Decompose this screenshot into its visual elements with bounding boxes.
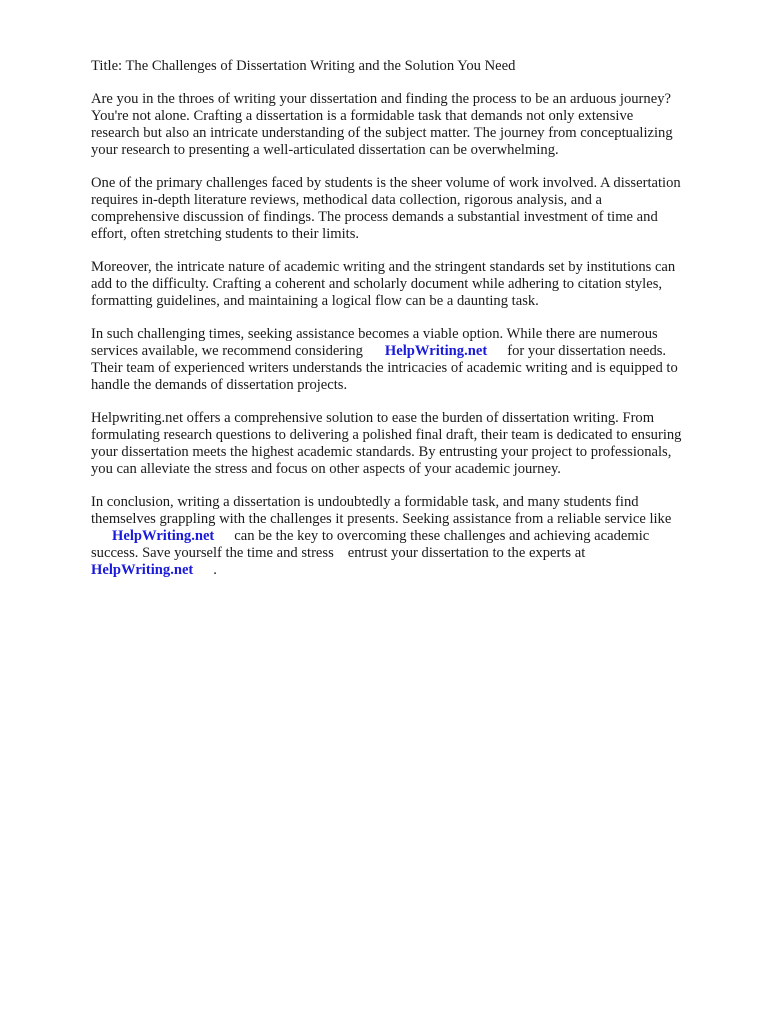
text-fragment: entrust your dissertation to the experts at [347, 545, 586, 561]
text-line: Their team of experienced writers understands the intricacies of academic writing and is equipped to [91, 360, 678, 376]
text-fragment: for your dissertation needs. [507, 343, 667, 359]
paragraph-recommendation [91, 326, 731, 394]
text-line: themselves grappling with the challenges it presents. Seeking assistance from a reliable service like [91, 511, 672, 527]
helpwriting-link[interactable]: HelpWriting.net [384, 343, 488, 359]
text-line: your research to presenting a well-articulated dissertation can be overwhelming. [91, 142, 559, 158]
text-fragment: can be the key to overcoming these challenges and achieving academic [234, 528, 650, 544]
text-line: add to the difficulty. Crafting a coherent and scholarly document while adhering to citation styles, [91, 276, 663, 292]
paragraph-academic-writing [91, 259, 731, 310]
paragraph-challenges [91, 175, 731, 243]
document-title: Title: The Challenges of Dissertation Writing and the Solution You Need [91, 58, 516, 74]
text-fragment: services available, we recommend considering [91, 343, 363, 359]
text-line [91, 343, 731, 360]
helpwriting-link[interactable]: HelpWriting.net [91, 562, 194, 578]
text-line [91, 528, 731, 545]
text-line: effort, often stretching students to their limits. [91, 226, 360, 242]
text-line [91, 562, 731, 579]
text-line: research but also an intricate understanding of the subject matter. The journey from conceptualizing [91, 125, 673, 141]
text-line: handle the demands of dissertation projects. [91, 377, 348, 393]
text-line: Moreover, the intricate nature of academic writing and the stringent standards set by institutions can [91, 259, 676, 275]
text-line: One of the primary challenges faced by students is the sheer volume of work involved. A dissertation [91, 175, 681, 191]
paragraph-intro [91, 91, 731, 159]
text-line: Helpwriting.net offers a comprehensive solution to ease the burden of dissertation writing. From [91, 410, 655, 426]
text-line: You're not alone. Crafting a dissertation is a formidable task that demands not only extensive [91, 108, 634, 124]
text-line: In conclusion, writing a dissertation is undoubtedly a formidable task, and many students find [91, 494, 639, 510]
text-line: Are you in the throes of writing your dissertation and finding the process to be an arduous journey? [91, 91, 671, 107]
text-line: comprehensive discussion of findings. The process demands a substantial investment of time and [91, 209, 658, 225]
text-line: your dissertation meets the highest academic standards. By entrusting your project to professionals, [91, 444, 672, 460]
text-line: formulating research questions to delivering a polished final draft, their team is dedicated to ensuring [91, 427, 682, 443]
paragraph-conclusion [91, 494, 731, 579]
paragraph-solution [91, 410, 731, 478]
document-body [91, 58, 731, 595]
text-line: you can alleviate the stress and focus on other aspects of your academic journey. [91, 461, 561, 477]
text-fragment: . [213, 562, 217, 578]
text-line [91, 545, 731, 562]
text-fragment: success. Save yourself the time and stress [91, 545, 334, 561]
text-line: formatting guidelines, and maintaining a logical flow can be a daunting task. [91, 293, 539, 309]
text-line: In such challenging times, seeking assistance becomes a viable option. While there are numerous [91, 326, 658, 342]
helpwriting-link[interactable]: HelpWriting.net [112, 528, 215, 544]
text-line: requires in-depth literature reviews, methodical data collection, rigorous analysis, and a [91, 192, 603, 208]
